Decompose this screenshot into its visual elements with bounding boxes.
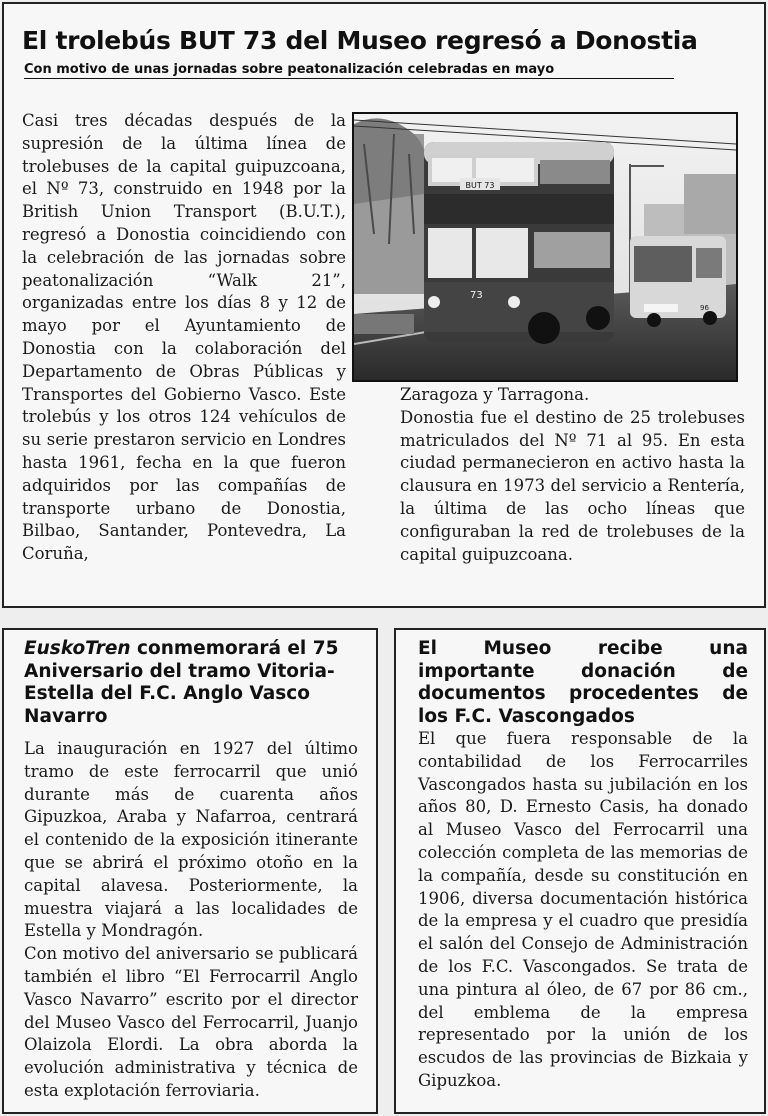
euskotren-paragraph-1: La inauguración en 1927 del último tramo de este ferrocarril que unió durante más de cuarenta años Gipuzkoa, Araba y Nafarroa, centrará el contenido de la exposición itinerante que se abrirá el próximo otoño en la capital alavesa. Posteriormente, la muestra viajará a las localidades de Estella y Mondragón. xyxy=(24,739,358,941)
euskotren-headline-rest: conmemorará el 75 Aniversario del tramo Vitoria-Estella del F.C. Anglo Vasco Navarro xyxy=(24,638,339,727)
bus-number: 73 xyxy=(470,290,483,301)
article-subtitle: Con motivo de unas jornadas sobre peatonalización celebradas en mayo xyxy=(24,62,674,79)
article-body-part2: Zaragoza y Tarragona. xyxy=(400,385,590,404)
article-body-continuation xyxy=(400,384,745,566)
article-body-part1: Casi tres décadas después de la supresión de la última línea de trolebuses de la capital guipuzcoana, el Nº 73, construido en 1948 por la British Union Transport (B.U.T.), regresó a Donostia coincidiendo con la celebración de las jornadas sobre peatonalización “Walk 21”, organizadas entre los días 8 y 12 de mayo por el Ayuntamiento de Donostia con la colaboración del Departamento de Obras Públicas y Transportes del Gobierno Vasco. Este trolebús y los otros 124 vehículos de su serie prestaron servicio en Londres hasta 1961, fecha en la que fueron adquiridos por las compañías de transporte urbano de Donostia, Bilbao, Santander, Pontevedra, La Coruña, xyxy=(22,111,346,564)
donation-body: El que fuera responsable de la contabilidad de los Ferrocarriles Vascongados hasta su jubilación en los años 80, D. Ernesto Casis, ha donado al Museo Vasco del Ferrocarril una colección completa de las memorias de la compañía, desde su constitución en 1906, diversa documentación histórica de la empresa y el cuadro que presidía el salón del Consejo de Administración de los F.C. Vascongados. Se trata de una pintura al óleo, de 67 por 86 cm., del emblema de la empresa representado por la unión de los escudos de las provincias de Bizkaia y Gipuzkoa. xyxy=(418,729,748,1090)
donation-headline: El Museo recibe una importante donación de documentos procedentes de los F.C. Vascongados xyxy=(418,638,748,727)
bus-destination-sign: BUT 73 xyxy=(465,181,495,190)
modern-bus-number: 96 xyxy=(700,304,709,312)
article-body-part3: Donostia fue el destino de 25 trolebuses matriculados del Nº 71 al 95. En esta ciudad permanecieron en activo hasta la clausura en 1973 del servicio a Rentería, la última de las ocho líneas que configuraban la red de trolebuses de la capital guipuzcoana. xyxy=(400,407,745,564)
euskotren-headline xyxy=(24,638,364,728)
euskotren-paragraph-2: Con motivo del aniversario se publicará también el libro “El Ferrocarril Anglo Vasco Navarro” escrito por el director del Museo Vasco del Ferrocarril, Juanjo Olaizola Elordi. La obra aborda la evolución administrativa y técnica de esta explotación ferroviaria. xyxy=(24,944,358,1100)
euskotren-brand: EuskoTren xyxy=(24,638,131,659)
euskotren-body xyxy=(24,738,358,1103)
article-title: El trolebús BUT 73 del Museo regresó a Donostia xyxy=(22,26,698,55)
trolleybus-photo xyxy=(352,112,738,382)
